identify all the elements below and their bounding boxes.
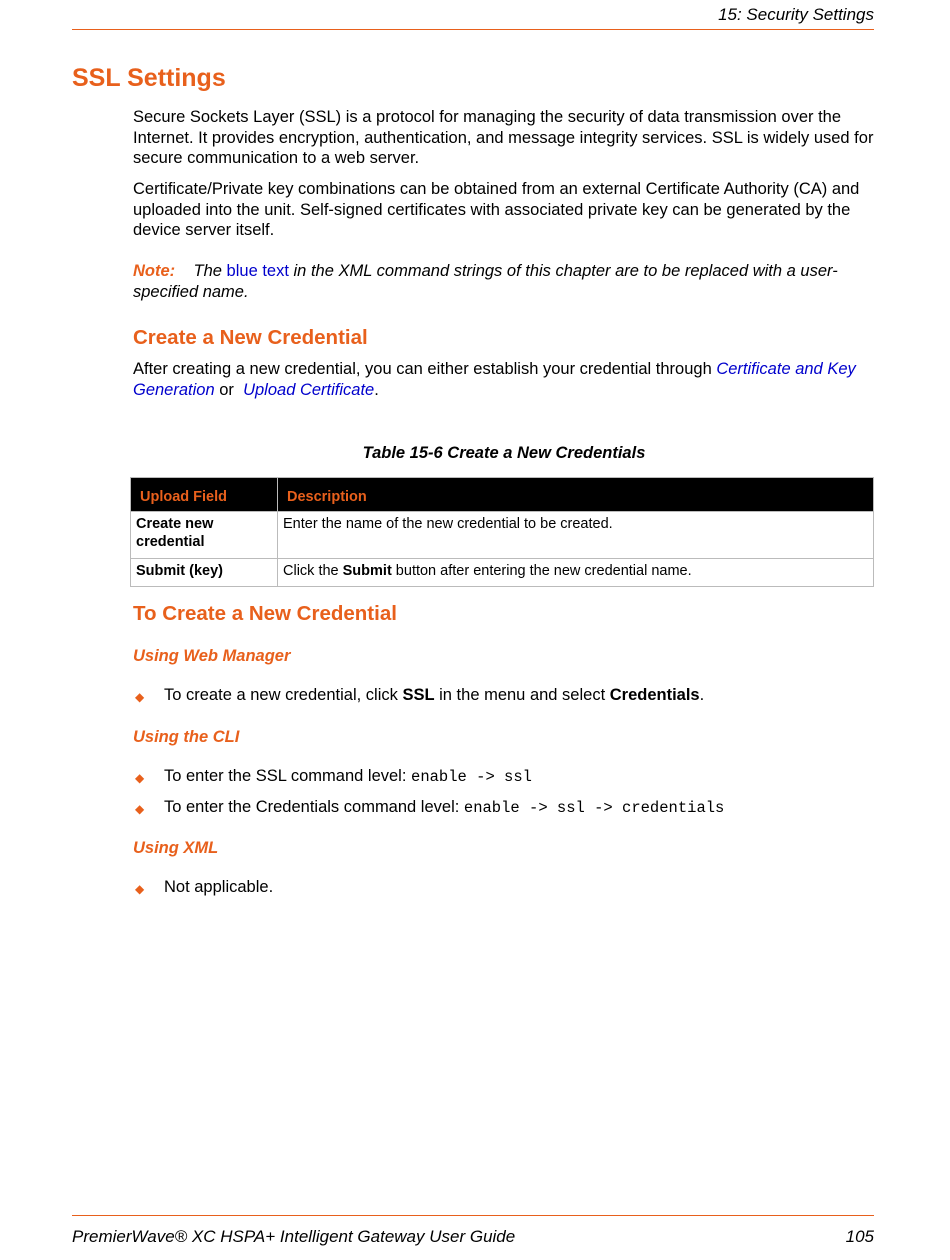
bullet-text <box>164 766 532 787</box>
table-header-description: Description <box>278 478 874 512</box>
cli-command-code: enable -> ssl -> credentials <box>463 799 725 817</box>
note-text-before: The <box>193 262 222 280</box>
subheading-xml: Using XML <box>133 839 219 857</box>
diamond-bullet-icon: ◆ <box>135 690 145 704</box>
create-credential-paragraph <box>133 359 875 400</box>
table-row <box>131 559 874 587</box>
table-cell-field: Create new credential <box>131 512 278 559</box>
description-text-after: button after entering the new credential name. <box>391 563 692 579</box>
intro-paragraph-2: Certificate/Private key combinations can be obtained from an external Certificate Authority (CA) and uploaded into the unit. Self-signed certificates with associated private key can be generated by the device server itself. <box>133 180 860 239</box>
bullet-text-part: . <box>699 686 705 704</box>
create-text-before: After creating a new credential, you can either establish your credential through <box>133 360 712 378</box>
diamond-bullet-icon: ◆ <box>135 771 145 785</box>
running-header-chapter: 15: Security Settings <box>718 5 874 24</box>
table-cell-description <box>278 559 874 587</box>
bullet-bold-credentials: Credentials <box>609 686 700 704</box>
table-header-upload-field: Upload Field <box>131 478 278 512</box>
intro-paragraph-1: Secure Sockets Layer (SSL) is a protocol for managing the security of data transmission over the Internet. It provides encryption, authentication, and message integrity services. SSL is widely used for secure communication to a web server. <box>133 108 874 167</box>
page-title: SSL Settings <box>72 64 226 92</box>
diamond-bullet-icon: ◆ <box>135 802 145 816</box>
diamond-bullet-icon: ◆ <box>135 882 145 896</box>
bullet-text <box>164 797 724 818</box>
bullet-text <box>164 685 704 705</box>
bullet-text: Not applicable. <box>164 878 274 896</box>
bullet-text-part: in the menu and select <box>434 686 610 704</box>
subheading-web-manager: Using Web Manager <box>133 647 291 665</box>
section-heading-to-create-credential: To Create a New Credential <box>133 602 397 625</box>
section-heading-create-credential: Create a New Credential <box>133 326 368 349</box>
bullet-bold-ssl: SSL <box>402 686 435 704</box>
header-rule <box>72 29 874 30</box>
table-row <box>131 512 874 559</box>
bullet-text-part: To create a new credential, click <box>164 686 403 704</box>
create-text-end: . <box>374 380 379 399</box>
note-label: Note: <box>133 262 176 280</box>
table-caption: Table 15-6 Create a New Credentials <box>362 444 646 462</box>
credentials-table <box>130 477 874 587</box>
table-cell-description <box>278 512 874 559</box>
note-block <box>133 261 875 303</box>
table-header-row <box>131 478 874 512</box>
create-text-mid: or <box>219 380 234 399</box>
bullet-text-part: To enter the Credentials command level: <box>164 798 464 816</box>
table-cell-field: Submit (key) <box>131 559 278 587</box>
bullet-text-part: To enter the SSL command level: <box>164 767 412 785</box>
note-blue-text: blue text <box>226 262 289 280</box>
cli-command-code: enable -> ssl <box>411 768 532 786</box>
link-upload-certificate[interactable]: Upload Certificate <box>243 380 375 399</box>
description-bold: Submit <box>342 563 392 579</box>
footer-document-title: PremierWave® XC HSPA+ Intelligent Gateway User Guide <box>72 1227 516 1246</box>
link-certificate-key-generation[interactable]: Certificate and Key Generation <box>133 360 856 399</box>
description-text: Enter the name of the new credential to be created. <box>283 516 613 532</box>
description-text: Click the <box>283 563 343 579</box>
note-text-after: in the XML command strings of this chapter are to be replaced with a user-specified name. <box>133 262 838 301</box>
footer-page-number: 105 <box>845 1227 874 1246</box>
subheading-cli: Using the CLI <box>133 728 240 746</box>
footer-rule <box>72 1215 874 1216</box>
